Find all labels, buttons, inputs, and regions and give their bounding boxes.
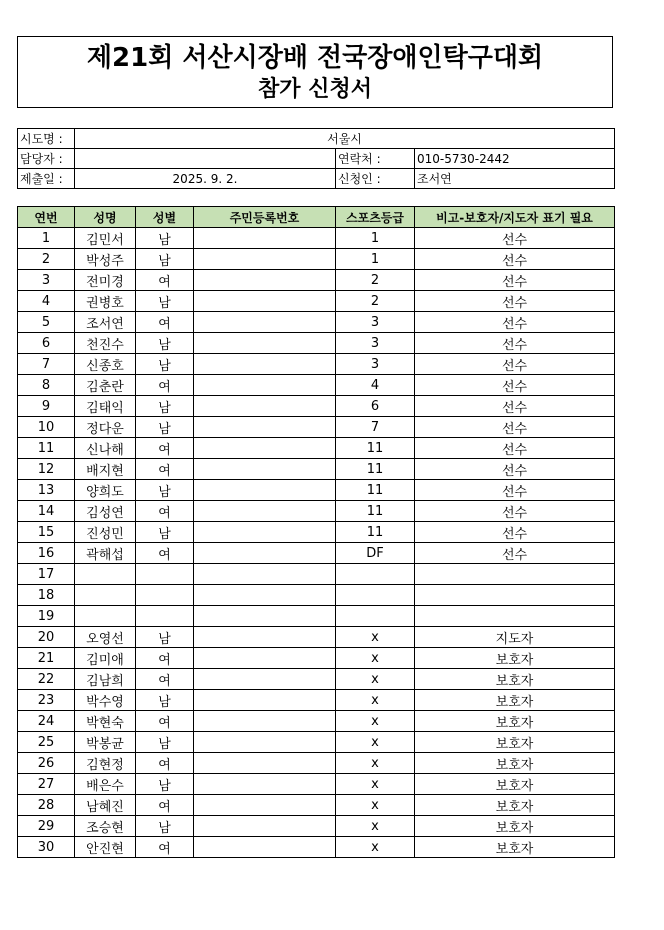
row-sex[interactable] — [136, 564, 194, 585]
row-rrn[interactable] — [194, 312, 336, 333]
row-sex[interactable]: 여 — [136, 837, 194, 858]
row-rrn[interactable] — [194, 438, 336, 459]
contact-label: 연락처 : — [336, 149, 415, 169]
table-row — [18, 375, 615, 396]
row-name[interactable]: 배지현 — [75, 459, 136, 480]
row-grade[interactable]: 11 — [336, 501, 415, 522]
row-rrn[interactable] — [194, 522, 336, 543]
row-number: 17 — [18, 564, 75, 585]
region-value[interactable]: 서울시 — [75, 129, 615, 149]
row-grade[interactable]: x — [336, 774, 415, 795]
table-row — [18, 732, 615, 753]
row-rrn[interactable] — [194, 795, 336, 816]
row-note[interactable]: 보호자 — [415, 690, 615, 711]
row-name[interactable]: 조서연 — [75, 312, 136, 333]
row-sex[interactable]: 여 — [136, 753, 194, 774]
header-rrn: 주민등록번호 — [194, 207, 336, 228]
participant-table — [17, 206, 615, 858]
row-note[interactable]: 선수 — [415, 396, 615, 417]
row-sex[interactable]: 여 — [136, 312, 194, 333]
row-number: 5 — [18, 312, 75, 333]
row-name[interactable]: 신종호 — [75, 354, 136, 375]
row-name[interactable]: 정다운 — [75, 417, 136, 438]
row-number: 22 — [18, 669, 75, 690]
table-row — [18, 543, 615, 564]
row-sex[interactable]: 남 — [136, 354, 194, 375]
row-rrn[interactable] — [194, 606, 336, 627]
row-sex[interactable]: 남 — [136, 732, 194, 753]
row-note[interactable]: 선수 — [415, 228, 615, 249]
table-row — [18, 522, 615, 543]
row-rrn[interactable] — [194, 396, 336, 417]
row-name[interactable]: 오영선 — [75, 627, 136, 648]
table-row — [18, 396, 615, 417]
row-sex[interactable]: 남 — [136, 333, 194, 354]
date-value[interactable]: 2025. 9. 2. — [75, 169, 336, 189]
row-rrn[interactable] — [194, 585, 336, 606]
row-name[interactable]: 김태익 — [75, 396, 136, 417]
row-grade[interactable]: 1 — [336, 249, 415, 270]
row-note[interactable]: 선수 — [415, 375, 615, 396]
row-sex[interactable]: 여 — [136, 648, 194, 669]
table-row — [18, 480, 615, 501]
row-grade[interactable]: x — [336, 795, 415, 816]
row-number: 15 — [18, 522, 75, 543]
row-name[interactable]: 신나해 — [75, 438, 136, 459]
row-sex[interactable]: 남 — [136, 690, 194, 711]
row-number: 21 — [18, 648, 75, 669]
row-rrn[interactable] — [194, 375, 336, 396]
table-row — [18, 669, 615, 690]
row-number: 25 — [18, 732, 75, 753]
row-note[interactable]: 선수 — [415, 543, 615, 564]
row-number: 16 — [18, 543, 75, 564]
row-number: 9 — [18, 396, 75, 417]
row-rrn[interactable] — [194, 480, 336, 501]
row-grade[interactable]: x — [336, 837, 415, 858]
row-rrn[interactable] — [194, 774, 336, 795]
row-rrn[interactable] — [194, 732, 336, 753]
row-sex[interactable]: 여 — [136, 711, 194, 732]
row-sex[interactable]: 남 — [136, 627, 194, 648]
row-sex[interactable]: 남 — [136, 816, 194, 837]
table-row — [18, 795, 615, 816]
row-number: 8 — [18, 375, 75, 396]
row-rrn[interactable] — [194, 228, 336, 249]
row-rrn[interactable] — [194, 354, 336, 375]
contact-value[interactable]: 010-5730-2442 — [415, 149, 615, 169]
row-rrn[interactable] — [194, 564, 336, 585]
table-row — [18, 333, 615, 354]
row-name[interactable]: 남혜진 — [75, 795, 136, 816]
row-sex[interactable]: 남 — [136, 774, 194, 795]
row-sex[interactable]: 여 — [136, 543, 194, 564]
document-title-box — [17, 36, 613, 108]
row-number: 23 — [18, 690, 75, 711]
row-name[interactable]: 김민서 — [75, 228, 136, 249]
row-grade[interactable] — [336, 585, 415, 606]
row-note[interactable]: 보호자 — [415, 774, 615, 795]
row-number: 7 — [18, 354, 75, 375]
row-grade[interactable]: x — [336, 732, 415, 753]
table-row — [18, 837, 615, 858]
row-grade[interactable]: 2 — [336, 270, 415, 291]
row-name[interactable] — [75, 585, 136, 606]
header-note: 비고-보호자/지도자 표기 필요 — [415, 207, 615, 228]
row-grade[interactable]: x — [336, 669, 415, 690]
row-note[interactable]: 보호자 — [415, 753, 615, 774]
table-row — [18, 606, 615, 627]
row-name[interactable]: 양희도 — [75, 480, 136, 501]
row-sex[interactable]: 남 — [136, 417, 194, 438]
row-grade[interactable]: x — [336, 690, 415, 711]
row-name[interactable]: 김춘란 — [75, 375, 136, 396]
row-name[interactable]: 권병호 — [75, 291, 136, 312]
row-rrn[interactable] — [194, 501, 336, 522]
row-note[interactable]: 선수 — [415, 501, 615, 522]
info-table — [17, 128, 615, 189]
row-name[interactable] — [75, 564, 136, 585]
row-number: 28 — [18, 795, 75, 816]
row-grade[interactable]: DF — [336, 543, 415, 564]
row-rrn[interactable] — [194, 711, 336, 732]
row-note[interactable]: 선수 — [415, 249, 615, 270]
row-note[interactable]: 보호자 — [415, 648, 615, 669]
row-sex[interactable]: 남 — [136, 249, 194, 270]
row-number: 3 — [18, 270, 75, 291]
table-row — [18, 774, 615, 795]
applicant-label: 신청인 : — [336, 169, 415, 189]
row-name[interactable]: 김성연 — [75, 501, 136, 522]
row-rrn[interactable] — [194, 837, 336, 858]
row-name[interactable]: 김남희 — [75, 669, 136, 690]
row-grade[interactable]: x — [336, 816, 415, 837]
table-row — [18, 438, 615, 459]
row-note[interactable]: 선수 — [415, 354, 615, 375]
row-number: 10 — [18, 417, 75, 438]
row-number: 30 — [18, 837, 75, 858]
row-grade[interactable]: 11 — [336, 522, 415, 543]
row-sex[interactable]: 남 — [136, 522, 194, 543]
row-number: 26 — [18, 753, 75, 774]
row-rrn[interactable] — [194, 543, 336, 564]
table-row — [18, 564, 615, 585]
row-rrn[interactable] — [194, 291, 336, 312]
row-sex[interactable]: 여 — [136, 438, 194, 459]
row-rrn[interactable] — [194, 753, 336, 774]
manager-label: 담당자 : — [18, 149, 75, 169]
header-grade: 스포츠등급 — [336, 207, 415, 228]
row-note[interactable]: 보호자 — [415, 837, 615, 858]
row-rrn[interactable] — [194, 270, 336, 291]
row-name[interactable]: 조승현 — [75, 816, 136, 837]
row-number: 12 — [18, 459, 75, 480]
row-grade[interactable]: 6 — [336, 396, 415, 417]
row-number: 1 — [18, 228, 75, 249]
row-rrn[interactable] — [194, 690, 336, 711]
table-row — [18, 291, 615, 312]
row-note[interactable] — [415, 606, 615, 627]
header-sex: 성별 — [136, 207, 194, 228]
row-number: 18 — [18, 585, 75, 606]
row-name[interactable] — [75, 606, 136, 627]
row-note[interactable]: 보호자 — [415, 669, 615, 690]
row-number: 20 — [18, 627, 75, 648]
table-row — [18, 753, 615, 774]
row-name[interactable]: 배은수 — [75, 774, 136, 795]
row-number: 24 — [18, 711, 75, 732]
table-row — [18, 816, 615, 837]
row-note[interactable]: 선수 — [415, 291, 615, 312]
row-number: 27 — [18, 774, 75, 795]
header-name: 성명 — [75, 207, 136, 228]
row-rrn[interactable] — [194, 816, 336, 837]
row-sex[interactable] — [136, 585, 194, 606]
row-number: 29 — [18, 816, 75, 837]
row-number: 2 — [18, 249, 75, 270]
row-rrn[interactable] — [194, 417, 336, 438]
row-grade[interactable]: 11 — [336, 438, 415, 459]
date-label: 제출일 : — [18, 169, 75, 189]
table-row — [18, 249, 615, 270]
row-sex[interactable]: 여 — [136, 459, 194, 480]
row-note[interactable]: 선수 — [415, 417, 615, 438]
row-grade[interactable]: 4 — [336, 375, 415, 396]
row-grade[interactable]: 7 — [336, 417, 415, 438]
row-rrn[interactable] — [194, 333, 336, 354]
table-row — [18, 711, 615, 732]
table-row — [18, 585, 615, 606]
row-note[interactable]: 선수 — [415, 522, 615, 543]
row-rrn[interactable] — [194, 459, 336, 480]
row-grade[interactable]: x — [336, 711, 415, 732]
row-grade[interactable]: x — [336, 627, 415, 648]
table-header-row — [18, 207, 615, 228]
region-label: 시도명 : — [18, 129, 75, 149]
row-grade[interactable]: 11 — [336, 459, 415, 480]
table-row — [18, 459, 615, 480]
row-sex[interactable]: 남 — [136, 291, 194, 312]
row-note[interactable]: 보호자 — [415, 816, 615, 837]
row-grade[interactable]: 1 — [336, 228, 415, 249]
row-name[interactable]: 전미경 — [75, 270, 136, 291]
row-number: 19 — [18, 606, 75, 627]
row-name[interactable]: 박성주 — [75, 249, 136, 270]
row-rrn[interactable] — [194, 627, 336, 648]
row-sex[interactable]: 여 — [136, 375, 194, 396]
row-rrn[interactable] — [194, 648, 336, 669]
row-name[interactable]: 안진현 — [75, 837, 136, 858]
table-row — [18, 648, 615, 669]
row-rrn[interactable] — [194, 249, 336, 270]
row-note[interactable] — [415, 564, 615, 585]
row-note[interactable]: 보호자 — [415, 732, 615, 753]
table-row — [18, 228, 615, 249]
row-grade[interactable]: 2 — [336, 291, 415, 312]
row-note[interactable]: 선수 — [415, 270, 615, 291]
table-row — [18, 354, 615, 375]
row-note[interactable]: 선수 — [415, 312, 615, 333]
applicant-value[interactable]: 조서연 — [415, 169, 615, 189]
row-sex[interactable]: 남 — [136, 228, 194, 249]
row-number: 14 — [18, 501, 75, 522]
header-no: 연번 — [18, 207, 75, 228]
row-name[interactable]: 김미애 — [75, 648, 136, 669]
row-note[interactable] — [415, 585, 615, 606]
row-sex[interactable]: 남 — [136, 396, 194, 417]
row-name[interactable]: 곽해섭 — [75, 543, 136, 564]
row-grade[interactable]: 3 — [336, 333, 415, 354]
table-row — [18, 312, 615, 333]
row-grade[interactable]: x — [336, 753, 415, 774]
row-note[interactable]: 선수 — [415, 333, 615, 354]
row-number: 4 — [18, 291, 75, 312]
row-name[interactable]: 진성민 — [75, 522, 136, 543]
row-grade[interactable] — [336, 606, 415, 627]
row-sex[interactable]: 남 — [136, 480, 194, 501]
manager-value[interactable] — [75, 149, 336, 169]
row-note[interactable]: 지도자 — [415, 627, 615, 648]
row-grade[interactable]: 3 — [336, 312, 415, 333]
table-row — [18, 270, 615, 291]
row-sex[interactable]: 여 — [136, 669, 194, 690]
row-note[interactable]: 선수 — [415, 459, 615, 480]
row-note[interactable]: 선수 — [415, 438, 615, 459]
row-name[interactable]: 김현정 — [75, 753, 136, 774]
document-title: 제21회 서산시장배 전국장애인탁구대회 — [86, 43, 544, 73]
row-number: 6 — [18, 333, 75, 354]
row-note[interactable]: 보호자 — [415, 711, 615, 732]
row-sex[interactable]: 여 — [136, 270, 194, 291]
document-subtitle: 참가 신청서 — [258, 77, 372, 102]
row-sex[interactable]: 여 — [136, 501, 194, 522]
row-grade[interactable]: x — [336, 648, 415, 669]
row-name[interactable]: 박수영 — [75, 690, 136, 711]
row-name[interactable]: 박현숙 — [75, 711, 136, 732]
table-row — [18, 690, 615, 711]
table-row — [18, 627, 615, 648]
row-name[interactable]: 천진수 — [75, 333, 136, 354]
row-grade[interactable] — [336, 564, 415, 585]
row-note[interactable]: 선수 — [415, 480, 615, 501]
table-row — [18, 501, 615, 522]
row-name[interactable]: 박봉균 — [75, 732, 136, 753]
row-grade[interactable]: 3 — [336, 354, 415, 375]
row-rrn[interactable] — [194, 669, 336, 690]
row-number: 13 — [18, 480, 75, 501]
row-grade[interactable]: 11 — [336, 480, 415, 501]
table-row — [18, 417, 615, 438]
row-number: 11 — [18, 438, 75, 459]
row-note[interactable]: 보호자 — [415, 795, 615, 816]
row-sex[interactable] — [136, 606, 194, 627]
row-sex[interactable]: 여 — [136, 795, 194, 816]
